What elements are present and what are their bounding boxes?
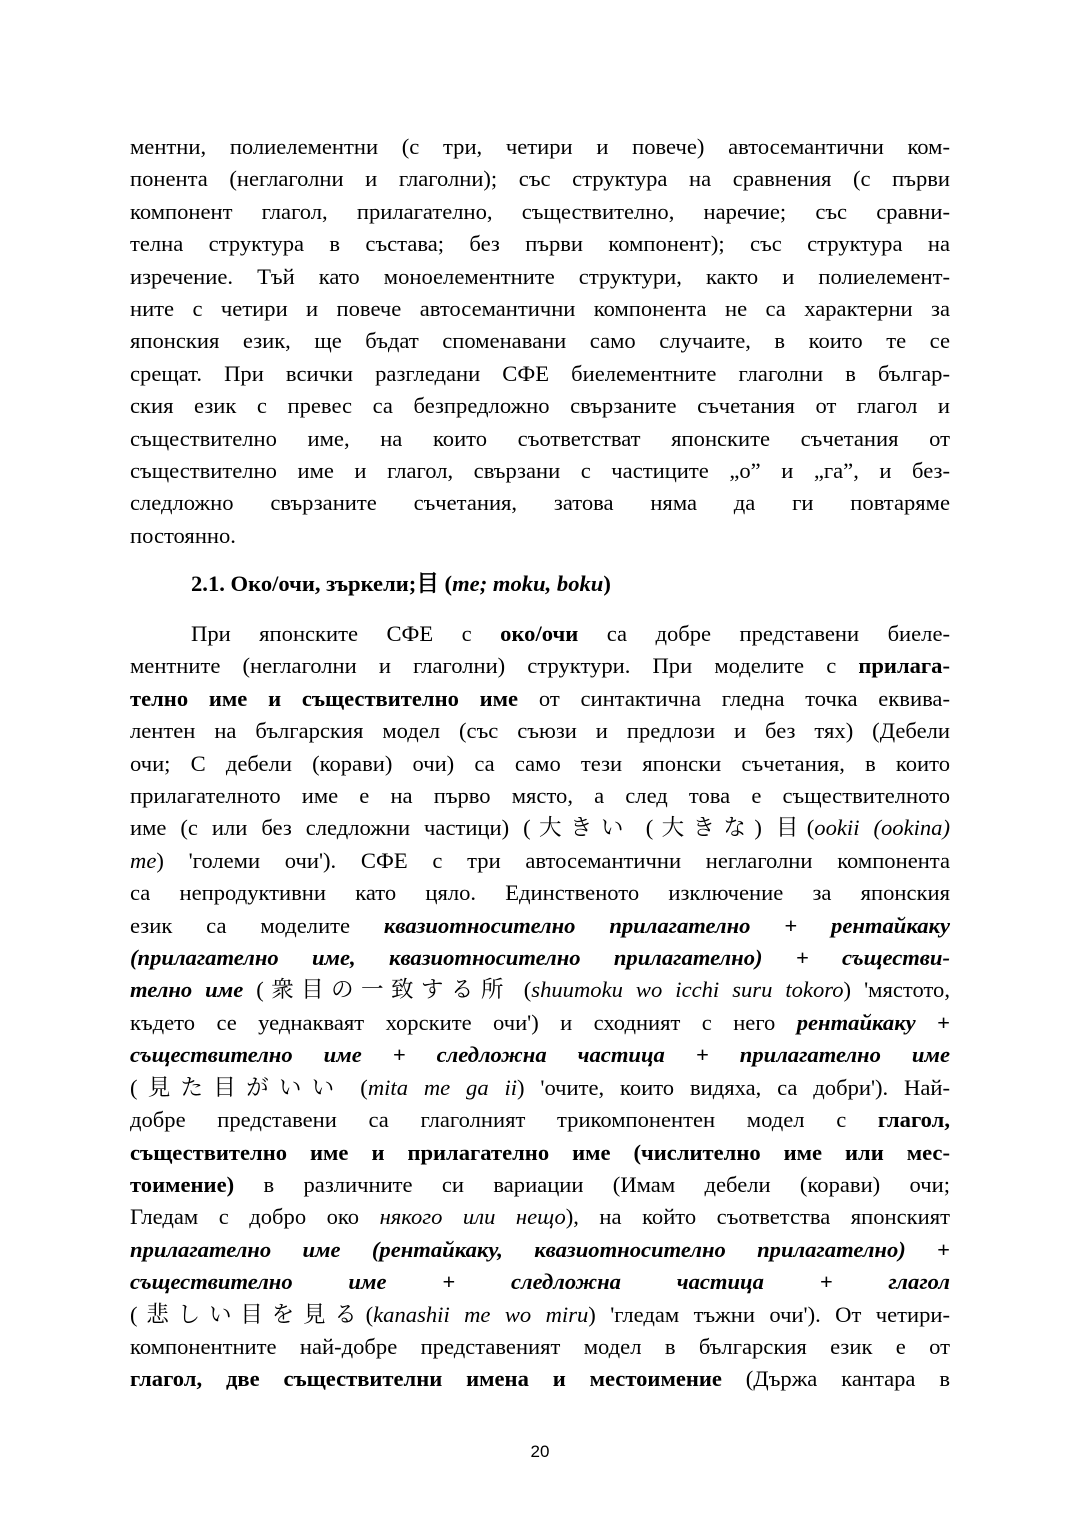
text-line [130, 1363, 950, 1395]
model-term: квазиотносително прилагателно + рентайкаку [383, 912, 950, 938]
text-line [130, 845, 950, 877]
text-line [130, 618, 950, 650]
text-line: прилагателното име е на първо място, а след това е съществителното [130, 783, 950, 809]
text-line: телна структура в състава; без първи компонент); със структура на [130, 231, 950, 257]
text-run: ) 'очите, които видяха, са добри'). Най- [517, 1074, 950, 1100]
model-term: рентайкаку [796, 1009, 916, 1035]
heading-kanji: 目 [416, 571, 439, 597]
romaji-text: shuumoku wo icchi suru tokoro [531, 977, 844, 1003]
text-line: срещат. При всички разгледани СФЕ биелементните глаголни в българ- [130, 360, 950, 386]
italic-text: някого или нещо [379, 1204, 566, 1230]
text-run: име (с или без следложни частици) ( [130, 815, 531, 841]
text-run: ) [754, 815, 776, 841]
bold-term: телно име и съществително име [130, 685, 519, 711]
text-line: съществително име + следложна частица + глагол [130, 1269, 950, 1295]
japanese-text: 目 [775, 815, 807, 842]
text-line: компонентните най-добре представеният модел в българския език е от [130, 1333, 950, 1359]
heading-title: 2.1. Око/очи, зъркели; [191, 571, 417, 596]
romaji-text: ookii (ookina) [814, 815, 950, 841]
text-line: понента (неглаголни и глаголни); със структура на сравнения (с първи [130, 166, 950, 192]
text-run: ( [130, 1301, 138, 1327]
bold-term: тоимение) [130, 1171, 235, 1197]
japanese-text: 衆目の一致する所 [263, 977, 511, 1004]
heading-romaji: me; moku, boku [452, 571, 604, 596]
text-run: ) 'гледам тъжни очи'). От четири- [588, 1301, 951, 1327]
text-run: ( [130, 1074, 138, 1100]
text-run: ( [806, 815, 815, 841]
text-run: + [915, 1009, 950, 1035]
text-line: (прилагателно име, квазиотносително прилагателно) + съществи- [130, 945, 950, 971]
text-line [130, 1234, 950, 1266]
bold-term: прилага- [858, 653, 950, 679]
text-run: са добре представени биеле- [578, 621, 951, 646]
text-line: изречение. Тъй като моноелементните структури, както и полиелемент- [130, 263, 950, 289]
text-run: ) 'големи очи'). СФЕ с три автосемантични неглаголни компонента [156, 847, 950, 873]
text-line [130, 974, 950, 1006]
text-line: са непродуктивни като цяло. Единственото изключение за японския [130, 880, 950, 906]
text-run: ( [344, 1074, 368, 1100]
japanese-text: 大きい [530, 815, 632, 842]
text-run: ), на който съответства японският [565, 1204, 951, 1230]
text-run: + [905, 1236, 950, 1262]
paragraph-intro [130, 131, 950, 552]
text-line: ментни, полиелементни (с три, четири и повече) автосемантични ком- [130, 134, 950, 159]
heading-paren: ( [438, 571, 453, 596]
model-term: прилагателно име (рентайкаку, квазиотносително прилагателно) [130, 1236, 906, 1262]
text-line: японския език, ще бъдат споменавани само случаите, в които те се [130, 328, 950, 354]
text-line [130, 1007, 950, 1039]
bold-term: око/очи [500, 621, 579, 646]
text-run: (Държа кантара в [721, 1366, 950, 1392]
text-line [130, 650, 950, 682]
text-line: очи; С дебели (корави) очи) са само тези японски съчетания, в които [130, 750, 950, 776]
text-line: ския език с превес са безпредложно свързаните съчетания от глагол и [130, 393, 950, 419]
japanese-text: 大きな [653, 815, 755, 842]
japanese-text: 悲しい目を見る [137, 1301, 366, 1328]
model-term: телно име [130, 977, 244, 1003]
text-line [130, 1299, 950, 1331]
romaji-text: me [130, 847, 157, 873]
text-run: където се уеднакваят хорските очи') и сходният с него [130, 1009, 797, 1035]
japanese-text: 見た目がいい [137, 1074, 345, 1101]
text-run: ( [243, 977, 264, 1003]
paragraph-main [130, 618, 950, 1396]
text-line [130, 1072, 950, 1104]
text-line: съществително име и глагол, свързани с частиците „о” и „га”, и без- [130, 458, 950, 484]
text-line: лентен на българския модел (със съюзи и предлози и без тях) (Дебели [130, 718, 950, 744]
text-line: компонент глагол, прилагателно, съществително, наречие; със сравни- [130, 198, 950, 224]
page-number: 20 [530, 1442, 550, 1461]
text-line [130, 683, 950, 715]
bold-term: глагол, две съществителни имена и местоимение [130, 1366, 722, 1392]
romaji-text: mita me ga ii [367, 1074, 518, 1100]
text-run: ( [631, 815, 654, 841]
text-run: ( [365, 1301, 374, 1327]
text-line: следложно свързаните съчетания, затова няма да ги повтаряме [130, 490, 950, 516]
text-run: Гледам с добро око [130, 1204, 380, 1230]
text-line [130, 1201, 950, 1233]
text-line [130, 910, 950, 942]
text-line: съществително име, на които съответстват японските съчетания от [130, 425, 950, 451]
text-line [130, 1169, 950, 1201]
text-run: ментните (неглаголни и глаголни) структури. При моделите с [130, 653, 859, 679]
text-run: ( [510, 977, 532, 1003]
text-line: съществително име и прилагателно име (числително име или мес- [130, 1139, 950, 1165]
text-run: в различните си вариации (Имам дебели (корави) очи; [234, 1171, 950, 1197]
text-line: постоянно. [130, 522, 236, 548]
text-line [130, 812, 950, 844]
romaji-text: kanashii me wo miru [373, 1301, 589, 1327]
text-line [130, 1104, 950, 1136]
text-run: ) 'мястото, [843, 977, 950, 1003]
heading-paren: ) [603, 571, 611, 596]
text-run: добре представени са глаголният трикомпонентен модел с [130, 1107, 878, 1133]
text-run: от синтактична гледна точка еквива- [518, 685, 950, 711]
text-run: език са моделите [130, 912, 384, 938]
text-run: При японските СФЕ с [191, 621, 501, 646]
text-line: съществително име + следложна частица + прилагателно име [130, 1042, 950, 1068]
bold-term: глагол, [877, 1107, 950, 1133]
text-line: ните с четири и повече автосемантични компонента не са характерни за [130, 296, 950, 322]
section-heading [191, 568, 951, 600]
